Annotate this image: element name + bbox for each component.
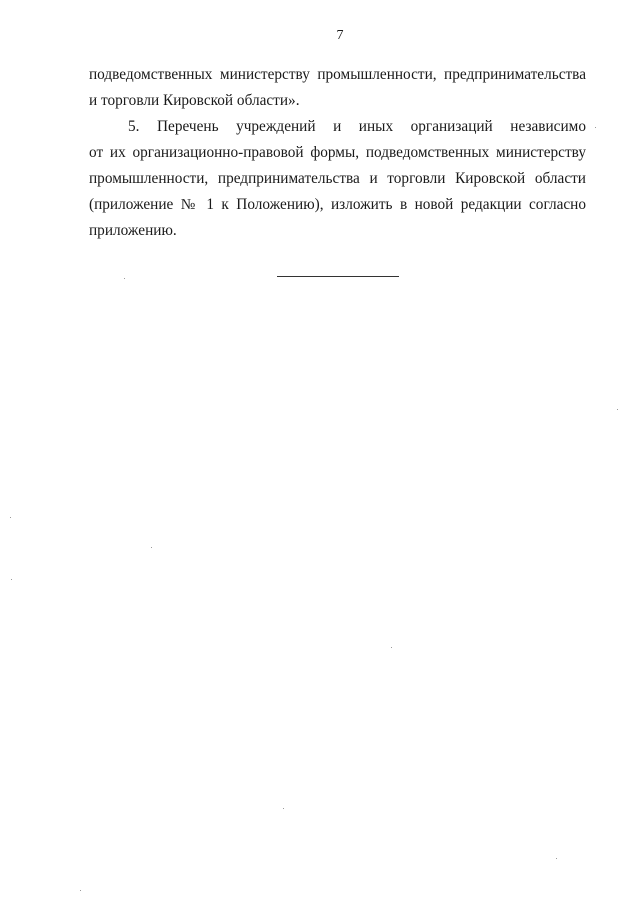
scan-speck	[11, 579, 12, 580]
scan-speck	[617, 409, 618, 410]
scan-speck	[391, 647, 392, 648]
text-line: (приложение № 1 к Положению), изложить в новой редакции согласно	[89, 196, 586, 213]
scan-speck	[151, 547, 152, 548]
text-line: и торговли Кировской области».	[89, 92, 300, 109]
page-number: 7	[336, 28, 344, 43]
scan-speck	[80, 890, 81, 891]
text-line: 5. Перечень учреждений и иных организаций независимо	[128, 118, 586, 135]
scan-speck	[556, 858, 557, 859]
text-line: промышленности, предпринимательства и торговли Кировской области	[89, 170, 586, 187]
scan-speck	[283, 808, 284, 809]
text-line: подведомственных министерству промышленности, предпринимательства	[89, 66, 586, 83]
document-body	[89, 62, 586, 244]
scan-speck	[595, 127, 596, 128]
end-separator-line	[277, 276, 399, 277]
text-line: от их организационно-правовой формы, подведомственных министерству	[89, 144, 586, 161]
scan-speck	[10, 517, 11, 518]
scan-speck	[124, 278, 125, 279]
paragraph-continued	[89, 62, 586, 114]
paragraph-5	[89, 114, 586, 244]
text-line: приложению.	[89, 222, 177, 239]
